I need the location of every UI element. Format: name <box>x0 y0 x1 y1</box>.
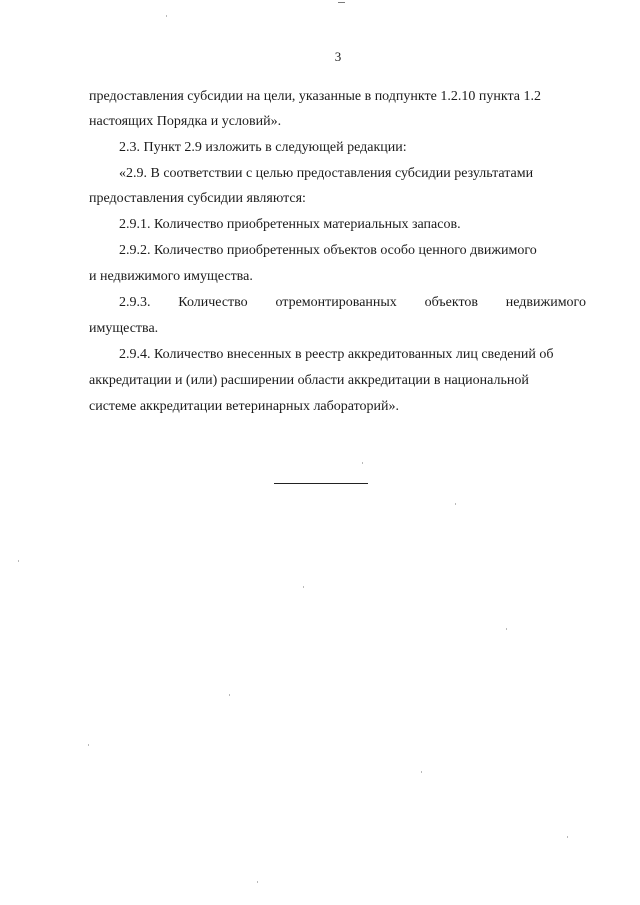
paragraph-5-line-1: 2.9.2. Количество приобретенных объектов особо ценного движимого <box>119 243 537 258</box>
scan-speck <box>506 628 507 630</box>
scan-speck <box>257 881 258 883</box>
paragraph-6-word-4: объектов <box>424 295 478 310</box>
scan-speck <box>88 744 89 746</box>
scan-speck <box>303 586 304 588</box>
paragraph-1-line-1: предоставления субсидии на цели, указанные в подпункте 1.2.10 пункта 1.2 <box>89 89 541 104</box>
scan-speck <box>362 462 363 464</box>
scan-speck <box>166 15 167 17</box>
paragraph-4-line-1: 2.9.1. Количество приобретенных материальных запасов. <box>119 217 461 232</box>
scan-mark <box>338 2 345 3</box>
paragraph-1-line-2: настоящих Порядка и условий». <box>89 114 282 129</box>
paragraph-6-word-1: 2.9.3. <box>119 295 151 310</box>
paragraph-6-word-3: отремонтированных <box>275 295 397 310</box>
page-number: 3 <box>334 49 342 64</box>
paragraph-2-line-1: 2.3. Пункт 2.9 изложить в следующей редакции: <box>119 140 407 155</box>
scan-speck <box>421 771 422 773</box>
end-separator-line <box>274 483 368 484</box>
paragraph-7-line-2: аккредитации и (или) расширении области аккредитации в национальной <box>89 373 529 388</box>
paragraph-3-line-1: «2.9. В соответствии с целью предоставления субсидии результатами <box>119 166 534 181</box>
paragraph-6-line-1 <box>119 294 586 312</box>
scan-speck <box>18 560 19 562</box>
scan-speck <box>229 694 230 696</box>
paragraph-5-line-2: и недвижимого имущества. <box>89 269 253 284</box>
paragraph-7-line-1: 2.9.4. Количество внесенных в реестр аккредитованных лиц сведений об <box>119 347 554 362</box>
paragraph-7-line-3: системе аккредитации ветеринарных лабораторий». <box>89 399 400 414</box>
scan-speck <box>455 503 456 505</box>
paragraph-6-word-5: недвижимого <box>505 295 586 310</box>
scan-speck <box>567 836 568 838</box>
paragraph-6-line-2: имущества. <box>89 321 159 336</box>
paragraph-6-word-2: Количество <box>178 295 248 310</box>
paragraph-3-line-2: предоставления субсидии являются: <box>89 191 306 206</box>
